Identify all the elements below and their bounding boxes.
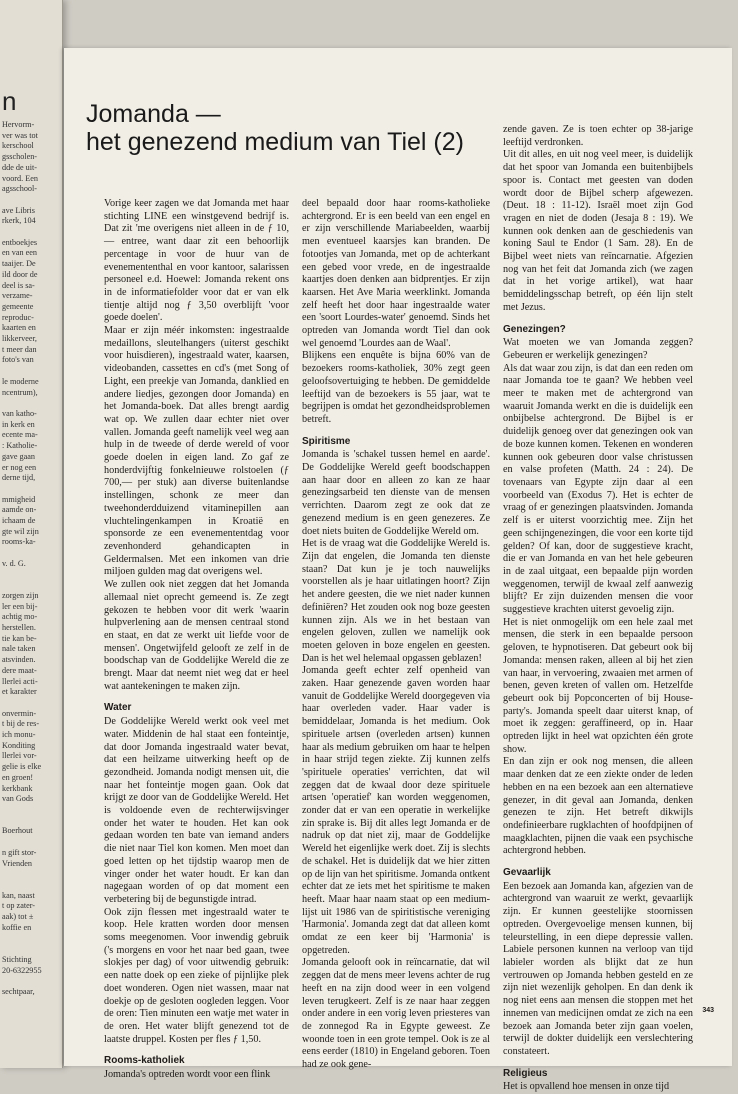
- previous-page-line: [2, 484, 60, 495]
- previous-page-line: ecente ma-: [2, 430, 38, 440]
- paragraph: Het is opvallend hoe mensen in onze tijd: [503, 1081, 670, 1093]
- previous-page-line: deel is sa-: [2, 280, 35, 290]
- previous-page-line: kerschool: [2, 141, 34, 151]
- paragraph: Vorige keer zagen we dat Jomanda met haar stichting LINE een winstgevend bedrijf is. Dat zit 'me overigens niet alleen in de ƒ 10,— entree, want daar zit een behoorlijk percentage in voor de huur van de evenemententhal en voor kantoor, salarissen personeel e.d. Hoewel: Jomanda rekent ons in de informatiefolder voor dat er van elk tientje altijd nog ƒ 3,50 overblijft 'voor goede doelen'.: [104, 198, 289, 324]
- previous-page-line: tie kan be-: [2, 633, 37, 643]
- paragraph: Jomanda is 'schakel tussen hemel en aarde'. De Goddelijke Wereld geeft boodschappen aan haar door en alleen zo kan ze haar genezingsarbeid ten dienste van de mensen verrichten. Daarom zegt ze ook dat ze genezend medium is en geen genezeres. Ze doet niets buiten de Goddelijke Wereld om.: [302, 449, 490, 537]
- paragraph: Uit dit alles, en uit nog veel meer, is duidelijk dat het spoor van Jomanda een buitenbijbels spoor is. Contact met geesten van doden wordt door de Bijbel scherp afgewezen. (Deut. 18 : 11-12). Israël moet zijn God vragen en niet de doden (Jesaja 8 : 19). We kunnen ook denken aan de geschiedenis van koning Saul te Endor (1 Sam. 28). En de Bijbel weet niets van reïncarnatie. Afgezien nog van het feit dat Jomanda zich (we zagen dat in het vorige artikel), wat haar bemiddelingsschap betreft, op één lijn stelt met Jezus.: [503, 149, 693, 313]
- previous-page-line: [2, 869, 60, 880]
- previous-page-line: Konditing: [2, 740, 36, 750]
- section-heading: Religieus: [503, 1067, 548, 1079]
- previous-page-line: [2, 944, 60, 955]
- previous-page-line: ichaam de: [2, 516, 36, 526]
- paragraph: deel bepaald door haar rooms-katholieke achtergrond. Er is een beeld van een engel en er zijn verschillende Mariabeelden, waarbij men eventueel kaarsjes kan branden. De fotootjes van Jomanda, met op de achterkant een gebed voor vrede, en de ingestraalde kaartjes doen denken aan bidprentjes. Er zijn kaarsen. Het Ave Maria weerklinkt. Jomanda zelf heeft het door haar ingestraalde water een 'soort Lourdes-water' genoemd. Sinds het optreden van Jomanda wordt Tiel dan ook wel genoemd 'Lourdes aan de Waal'.: [302, 198, 490, 349]
- previous-page-line: aak) tot ±: [2, 912, 34, 922]
- previous-page-line: [2, 548, 60, 559]
- previous-page-line: ich monu-: [2, 730, 36, 740]
- article-column-2: [302, 198, 490, 1072]
- previous-page-line: sechtpaar,: [2, 986, 35, 996]
- article-column-3: [503, 124, 693, 1094]
- previous-page-line: Vrienden: [2, 858, 32, 868]
- paragraph: Het is niet onmogelijk om een hele zaal met mensen, die sterk in een bepaalde persoon geloven, te hypnotiseren. Dat gebeurt ook bij Jomanda: mensen raken, alleen al bij het zien van haar, in vervoering, zwaaien met armen of benen, geven kreten of vallen om. Hetzelfde gebeurt ook bij Popconcerten of bij House-party's. Jomanda speelt daar uiterst knap, of moet ik zeggen: geraffineerd, op in. Haar optreden lijkt in heel wat opzichten één grote show.: [503, 616, 693, 755]
- previous-page-line: [2, 698, 60, 709]
- paragraph: Jomanda gelooft ook in reïncarnatie, dat wil zeggen dat de mens meer levens achter de rug heeft en na zijn dood weer in een volgend leven terugkeert. Zelf is ze naar haar zeggen onder andere in een vorig leven priesteres van de zonnegod Ra in Egypte geweest. Ze woonde toen in een grote tempel. Ook is ze al eens eerder (1810) in Engeland geboren. Toen had ze ook gene-: [302, 957, 490, 1071]
- previous-page-line: voord. Een: [2, 173, 38, 183]
- previous-page-line: t bij de res-: [2, 719, 40, 729]
- previous-page-line: herstellen.: [2, 623, 36, 633]
- previous-page-line: foto's van: [2, 355, 34, 365]
- previous-page-line: en groen!: [2, 772, 34, 782]
- previous-page-line: zorgen zijn: [2, 590, 39, 600]
- previous-page-line: entboekjes: [2, 237, 38, 247]
- previous-page-text-fragments: [2, 120, 60, 998]
- previous-page-line: [2, 976, 60, 987]
- magazine-page: [64, 48, 732, 1093]
- previous-page-line: ild door de: [2, 269, 38, 279]
- previous-page-line: rooms-ka-: [2, 537, 36, 547]
- paragraph: Jomanda's optreden wordt voor een flink: [104, 1069, 271, 1081]
- previous-page-line: [2, 398, 60, 409]
- previous-page-line: ler een bij-: [2, 601, 38, 611]
- previous-page-line: [2, 195, 60, 206]
- previous-page-line: Stichting: [2, 954, 32, 964]
- previous-page-line: [2, 366, 60, 377]
- previous-page-edge: [0, 0, 63, 1068]
- previous-page-line: le moderne: [2, 376, 39, 386]
- previous-page-line: van katho-: [2, 408, 37, 418]
- previous-page-line: [2, 580, 60, 591]
- previous-page-line: [2, 837, 60, 848]
- previous-page-line: gemeente: [2, 301, 34, 311]
- section-heading: Gevaarlijk: [503, 867, 551, 879]
- previous-page-line: Boerhout: [2, 826, 33, 836]
- section-heading: Water: [104, 702, 132, 714]
- previous-page-line: gave gaan: [2, 451, 35, 461]
- previous-page-line: t op zater-: [2, 901, 36, 911]
- previous-page-line: van Gods: [2, 794, 34, 804]
- previous-page-line: mmigheid: [2, 494, 36, 504]
- page-number: 343: [702, 1007, 714, 1014]
- previous-page-line: gte wil zijn: [2, 526, 39, 536]
- paragraph: Een bezoek aan Jomanda kan, afgezien van de achtergrond van waaruit ze werkt, gevaarlijk zijn. Er kunnen geestelijke stoornissen optreden. Overgevoelige mensen kunnen, bij teleurstelling, in een diepe depressie vallen. Labiele personen kunnen na verloop van tijd labieler worden als blijkt dat ze hun vertrouwen op Jomanda hebben gesteld en ze zijn niet wezenlijk geholpen. En dan denk ik nog niet eens aan mensen die stoppen met het innemen van medicijnen omdat ze zich na een bezoek aan Jomanda beter zijn gaan voelen, terwijl de dokter duidelijk een verslechtering constateert.: [503, 880, 693, 1057]
- article-title-line-1: Jomanda —: [86, 100, 221, 128]
- previous-page-line: llerlei vor-: [2, 751, 37, 761]
- article-title-line-2: het genezend medium van Tiel (2): [86, 128, 464, 156]
- section-heading: Genezingen?: [503, 323, 566, 335]
- previous-page-line: llerlei acti-: [2, 676, 38, 686]
- previous-page-line: nale taken: [2, 644, 36, 654]
- previous-page-line: verzame-: [2, 291, 33, 301]
- previous-page-line: derne tijd,: [2, 473, 36, 483]
- paragraph: Jomanda geeft echter zelf openheid van zaken. Haar genezende gaven worden haar vanuit de Goddelijke Wereld doorgegeven via haar overleden vader. Haar vader is bemiddelaar, Jomanda is het medium. Ook spirituele artsen (overleden artsen) kunnen haar als medium gebruiken om haar te helpen in haar strijd tegen ziekte. Zij kunnen zelfs 'spirituele operaties' verrichten, dat wil zeggen dat de kwaal door deze spirituele artsen 'operatief' kan worden weggenomen, zonder dat er van een operatie in werkelijke zin sprake is. Bij dit alles legt Jomanda er de nadruk op dat niet zij, maar de Goddelijke Wereld het eigenlijke werk doet. Zij is slechts de schakel. Het is duidelijk dat we hier zitten op de lijn van het spiritisme. Jomanda ontkent echter dat ze iets met het spiritisme te maken heeft. Maar haar naam staat op een mediumlijst uit 1986 van de spiritistische vereniging 'Harmonia'. Jomanda zegt dat dat alleen komt omdat ze een keer bij 'Harmonia' is opgetreden.: [302, 665, 490, 956]
- previous-page-line: gsscholen-: [2, 152, 38, 162]
- previous-page-line: [2, 570, 60, 581]
- previous-page-line: en van een: [2, 248, 38, 258]
- previous-page-line: ncentrum),: [2, 387, 38, 397]
- previous-page-line: n gift stor-: [2, 847, 37, 857]
- previous-page-line: er nog een: [2, 462, 37, 472]
- previous-page-line: in kerk en: [2, 419, 35, 429]
- previous-page-line: koffie en: [2, 922, 32, 932]
- paragraph: We zullen ook niet zeggen dat het Jomanda allemaal niet oprecht gemeend is. Ze zegt gekozen te hebben voor dit werk 'waarin hulpverlening aan de mensen centraal stond en staat, en dat ze werkt uit liefde voor de mensen'. Ongetwijfeld gelooft ze zelf in de boodschap van de Goddelijke Wereld die ze brengt. Maar dat neemt niet weg dat er heel wat aantekeningen te maken zijn.: [104, 579, 289, 692]
- previous-page-line: v. d. G.: [2, 558, 26, 568]
- previous-page-line: reproduc-: [2, 312, 34, 322]
- previous-page-line: dde de uit-: [2, 162, 38, 172]
- previous-page-line: kan, naast: [2, 890, 35, 900]
- paragraph: zende gaven. Ze is toen echter op 38-jarige leeftijd verdronken.: [503, 124, 693, 148]
- previous-page-line: t meer dan: [2, 344, 37, 354]
- paragraph: De Goddelijke Wereld werkt ook veel met water. Middenin de hal staat een fonteintje, dat door Jomanda ingestraald water bevat, dat een heilzame uitwerking heeft op de gezondheid. Jomanda nodigt mensen uit, die naar het fonteintje mogen gaan. Ook dat krijgt ze door van de Goddelijke Wereld. Het is voldoende even de rechterwijsvinger onder het water te houden. Het kan ook gedaan worden ten bate van iemand anders die niet naar Tiel kon komen. Men moet dan goed letten op het tijdstip waarop men de vinger onder het water houdt. Er kan dan nagegaan worden of op dat moment een verbetering bij de begunstigde intrad.: [104, 716, 289, 905]
- previous-page-line: [2, 805, 60, 816]
- previous-page-line: dere maat-: [2, 665, 37, 675]
- article-title: [86, 100, 516, 156]
- previous-page-line: [2, 933, 60, 944]
- previous-page-line: atsvinden.: [2, 655, 36, 665]
- previous-page-line: gelie is elke: [2, 762, 42, 772]
- paragraph: Als dat waar zou zijn, is dat dan een reden om naar Jomanda toe te gaan? We hebben veel meer te maken met de achtergrond van waaruit Jomanda werkt en die is duidelijk een onbijbelse achtergrond. De Bijbel is er duidelijk genoeg over dat genezingen ook van de boze kunnen komen. Tekenen en wonderen kunnen ook gebeuren door valse christussen en valse profeten (Matth. 24 : 24). De tovenaars van Egypte zijn daar al een voorbeeld van (Exodus 7). Het is echter de vraag of er genezingen plaatsvinden. Jomanda zelf is er uiterst voorzichtig mee. Zijn het geen schijngenezingen, die voor een korte tijd gelden? Of kan, door de suggestieve kracht, die er van Jomanda en van het hele gebeuren in de zaal uitgaat, een bepaalde pijn worden weggenomen, terwijl de kwaal zelf aanwezig blijft? Er zijn duizenden mensen die voor suggestieve krachten uiterst gevoelig zijn.: [503, 362, 693, 616]
- previous-page-line: rkerk, 104: [2, 216, 36, 226]
- previous-page-line: [2, 816, 60, 827]
- previous-page-line: et karakter: [2, 687, 37, 697]
- paragraph: En dan zijn er ook nog mensen, die alleen maar denken dat ze een ziekte onder de leden hebben en na een bezoek aan een alternatieve genezer, in dit geval aan Jomanda, denken genezen te zijn. Het betreft dikwijls ondefinieerbare rugklachten of hoofdpijnen of maagklachten, pijnen die vaak een psychische achtergrond hebben.: [503, 756, 693, 857]
- paragraph: Het is de vraag wat die Goddelijke Wereld is. Zijn dat engelen, die Jomanda ten dienste staan? Dat kun je je toch nauwelijks voorstellen als je haar uitlatingen hoort? Zijn het andere geesten, die we niet nader kunnen definiëren? Het zouden ook nog boze geesten kunnen zijn. Als we in het bestaan van engelen geloven, zullen we namelijk ook moeten geloven in boze engelen en geesten. Dan is het wel helemaal opgassen geblazen!: [302, 538, 490, 664]
- paragraph: Wat moeten we van Jomanda zeggen? Gebeuren er werkelijk genezingen?: [503, 337, 693, 361]
- paragraph: Blijkens een enquête is bijna 60% van de bezoekers rooms-katholiek, 30% zegt geen geloofsovertuiging te hebben. De gemiddelde leeftijd van de bezoekers is 55 jaar, wat te begrijpen is omdat het gezondheidsproblemen betreft.: [302, 350, 490, 425]
- previous-page-heading-fragment: n: [2, 86, 17, 116]
- paragraph: Maar er zijn méér inkomsten: ingestraalde medaillons, sleutelhangers (uiterst geschikt voor huisdieren), ingestraald water, kaarsen, videobanden, cassettes en cd's (met Song of Light, een preekje van Jomanda, danklied en andere liedjes, gezongen door Jomanda) en het Jomanda-boek. Dat alles brengt aardig wat op. We zullen daar echter niet over vallen. Jomanda geeft namelijk veel weg aan hulp in de tweede of derde wereld of voor goede doelen in eigen land. Zo gaf ze honderdvijftig fonkelnieuwe rolstoelen (ƒ 700,— per stuk) aan diverse buitenlandse instellingen, schonk ze meer dan tweehonderdduizend vitaminepillen aan vluchtelingenkampen in Kroatië en sponsorde ze een evenemententdag voor zevenhonderd gehandicapten in Geldermalsen. Met een inkomen van drie miljoen gulden mag dat overigens wel.: [104, 325, 289, 578]
- previous-page-line: [2, 880, 60, 891]
- section-heading: Spiritisme: [302, 435, 351, 447]
- previous-page-line: [2, 227, 60, 238]
- previous-page-line: Hervorm-: [2, 120, 35, 129]
- previous-page-line: kaarten en: [2, 323, 36, 333]
- previous-page-line: aamde on-: [2, 505, 37, 515]
- article-column-1: [104, 198, 289, 1082]
- previous-page-line: likkerveer,: [2, 334, 37, 344]
- previous-page-line: kerkbank: [2, 783, 33, 793]
- previous-page-line: agsschool-: [2, 184, 38, 194]
- previous-page-line: taaijer. De: [2, 259, 36, 269]
- section-heading: Rooms-katholiek: [104, 1055, 185, 1067]
- previous-page-line: onvermin-: [2, 708, 37, 718]
- paragraph: Ook zijn flessen met ingestraald water te koop. Hele kratten worden door mensen soms meegenomen. Voor inwendig gebruik ('s morgens en voor het naar bed gaan, twee slokjes per dag) of voor uitwendig gebruik: een natte doek op een zieke of pijnlijke plek doet wonderen. Ogen niet wassen, maar nat doekje op de gesloten oogleden leggen. Voor de oren: Tien minuten een watje met water in de oren. Het water blijft genezend tot de laatste druppel. Kosten per fles ƒ 1,50.: [104, 906, 289, 1045]
- previous-page-line: ave Libris: [2, 205, 35, 215]
- previous-page-line: ver was tot: [2, 130, 38, 140]
- previous-page-line: 20-6322955: [2, 965, 42, 975]
- previous-page-line: : Katholie-: [2, 441, 38, 451]
- previous-page-line: achtig mo-: [2, 612, 38, 622]
